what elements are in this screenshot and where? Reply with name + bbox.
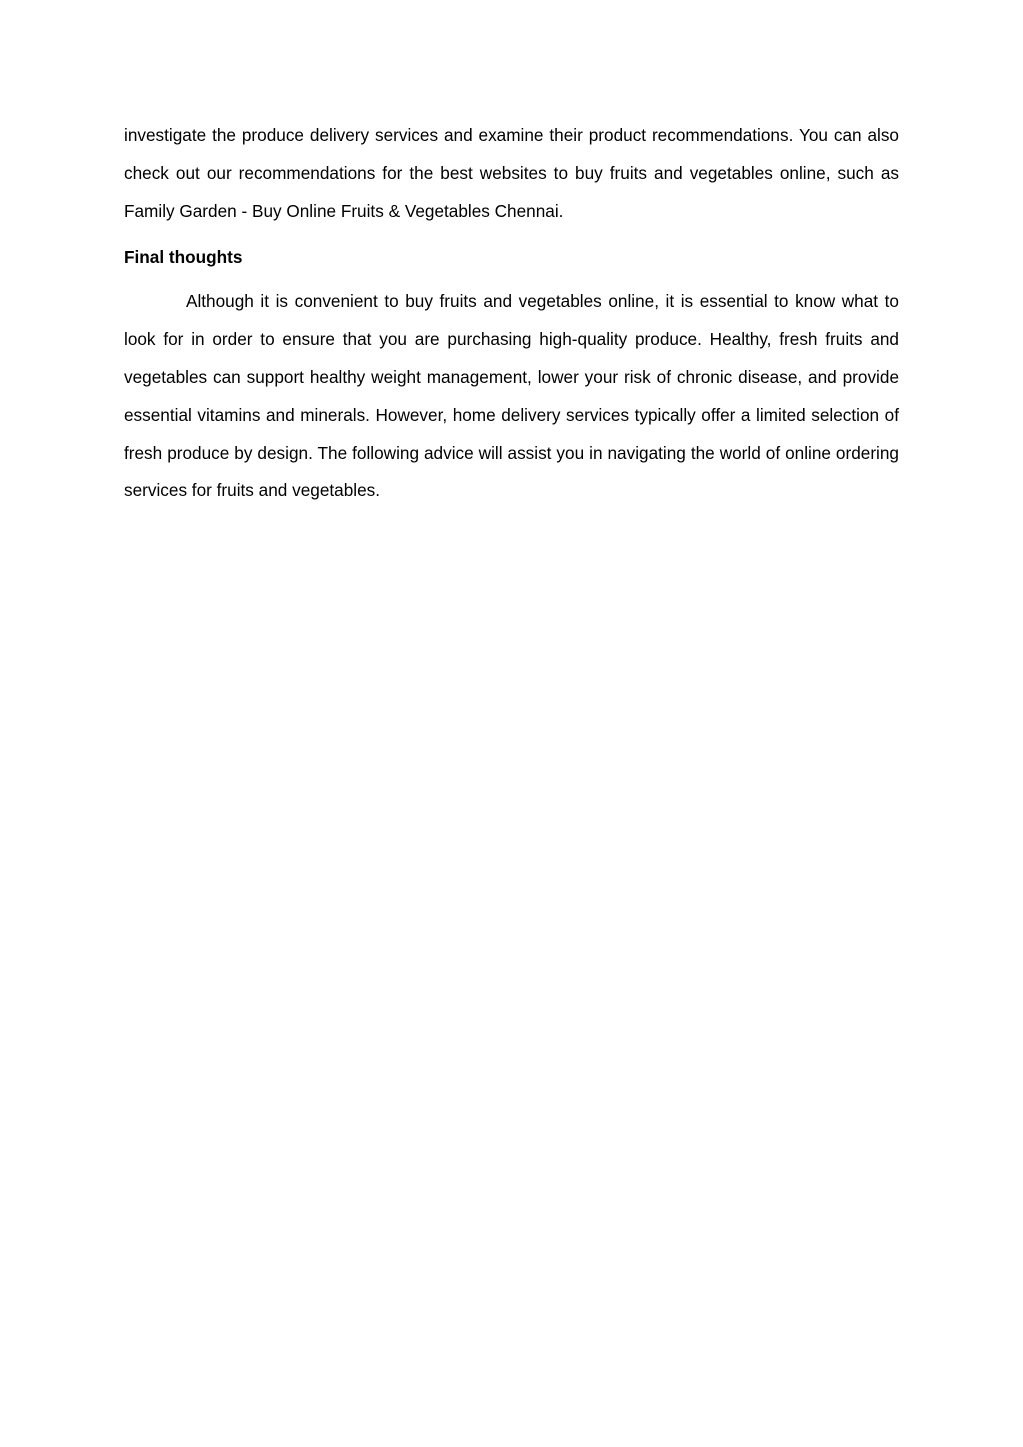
body-paragraph: investigate the produce delivery services and examine their product recommendations. You can also check out our recommendations for the best websites to buy fruits and vegetables online, such as Family Garden - Buy Online Fruits & Vegetables Chennai. [124, 125, 899, 221]
body-paragraph: Although it is convenient to buy fruits and vegetables online, it is essential to know what to look for in order to ensure that you are purchasing high-quality produce. Healthy, fresh fruits and vegetables can support healthy weight management, lower your risk of chronic disease, and provide essential vitamins and minerals. However, home delivery services typically offer a limited selection of fresh produce by design. The following advice will assist you in navigating the world of online ordering services for fruits and vegetables. [124, 291, 899, 501]
section-heading: Final thoughts [124, 247, 243, 268]
document-body [124, 117, 899, 510]
